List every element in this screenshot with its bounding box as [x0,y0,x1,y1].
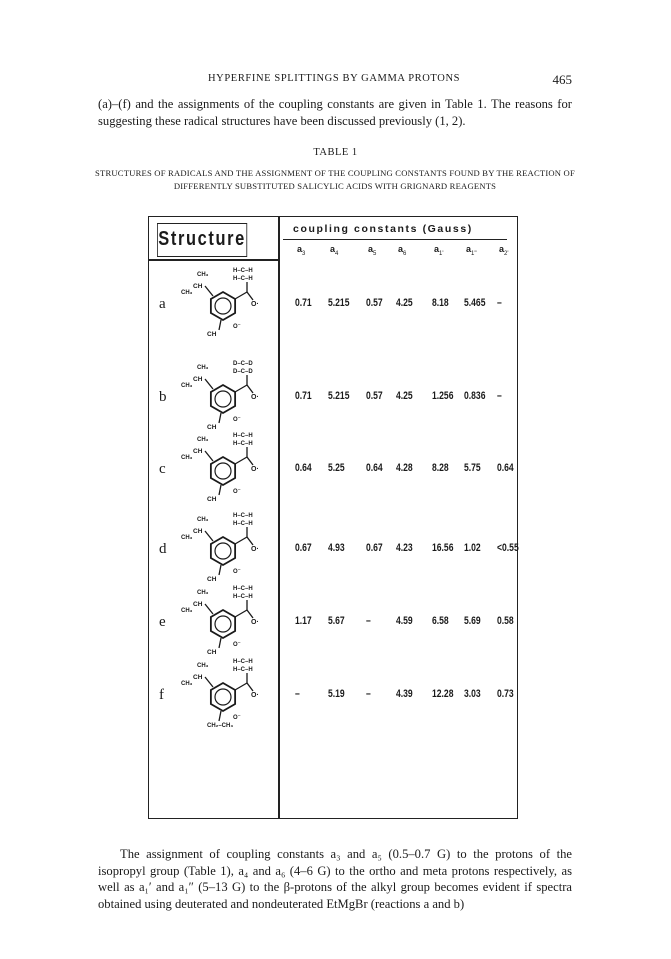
radical-structure-b [171,353,271,433]
coupling-value: 0.71 [295,297,312,309]
position-label-sub: 2' [504,250,509,257]
position-label-sub: 3 [302,250,306,257]
isopropyl-ch-label: CH [207,331,217,338]
coupling-value: 0.71 [295,390,312,402]
coupling-value: 5.465 [464,297,486,309]
ethyl-label: CH₂–CH₃ [207,723,234,729]
position-label-base: a [499,244,505,254]
coupling-value: 5.75 [464,462,481,474]
coupling-value: 1.02 [464,542,481,554]
alkyl-group-label: H–C–H [233,667,253,673]
ring-circle [215,298,231,314]
bond-line [247,537,253,545]
coupling-value: 0.836 [464,390,486,402]
alkyl-group-label: H–C–H [233,276,253,282]
isopropyl-ch-label: CH [207,576,217,583]
methyl-label: CH₃ [181,535,193,541]
oxygen-label: O· [251,619,259,626]
table-label: TABLE 1 [313,147,358,158]
coupling-value: 0.57 [366,297,383,309]
isopropyl-ch-label: CH [193,601,203,608]
ring-circle [215,689,231,705]
row-letter: b [159,389,167,405]
coupling-value: 4.39 [396,688,413,700]
coupling-value: 1.17 [295,615,312,627]
coupling-value: – [497,390,502,402]
bond-line [235,385,247,392]
coupling-value: – [366,688,371,700]
alkyl-group-label: H–C–H [233,433,253,439]
coupling-value: 5.19 [328,688,345,700]
alkyl-group-label: D–C–D [233,369,253,375]
position-label-base: a [330,244,336,254]
coupling-value: 4.25 [396,390,413,402]
oxygen-anion-label: O⁻ [233,715,241,721]
methyl-label: CH₃ [197,365,209,371]
body-paragraph: The assignment of coupling constants a₃ and a₅ (0.5–0.7 G) to the protons of the isopropyl group (Table 1), a₄ and a₆ (4–6 G) to the ortho and meta protons respectively, as well as a₁′ and a₁″ (5–13 G) to the β-protons of the alkyl group becomes evident if spectra obtained using deuterated and nondeuterated EtMgBr (reactions a and b) [98,847,572,911]
row-letter: a [159,296,166,312]
coupling-header-rule [283,239,507,240]
coupling-value: 0.67 [295,542,312,554]
coupling-value: – [295,688,300,700]
coupling-value: <0.55 [497,542,519,554]
alkyl-group-label: H–C–H [233,521,253,527]
methyl-label: CH₃ [197,590,209,596]
isopropyl-ch-label: CH [207,496,217,503]
coupling-value: 4.25 [396,297,413,309]
position-label-sub: 1'' [471,250,477,257]
position-label-sub: 1' [439,250,444,257]
coupling-value: 0.58 [497,615,514,627]
position-label [466,244,477,257]
running-head: HYPERFINE SPLITTINGS BY GAMMA PROTONS [208,73,461,84]
bond-line [205,604,213,614]
methyl-label: CH₃ [181,681,193,687]
position-label [330,244,338,257]
methyl-label: CH₃ [197,517,209,523]
alkyl-group-label: H–C–H [233,268,253,274]
coupling-value: 4.28 [396,462,413,474]
isopropyl-ch-label: CH [193,528,203,535]
position-label [434,244,444,257]
column-divider [278,217,280,818]
coupling-value: – [366,615,371,627]
table-caption: STRUCTURES OF RADICALS AND THE ASSIGNMENT OF THE COUPLING CONSTANTS FOUND BY THE REACTION OF DIFFERENTLY SUBSTITUTED SALICYLIC ACIDS WITH GRIGNARD REAGENTS [95,168,575,191]
alkyl-group-label: H–C–H [233,586,253,592]
bond-line [219,485,221,495]
coupling-value: 5.215 [328,297,350,309]
oxygen-label: O· [251,301,259,308]
coupling-value: 4.93 [328,542,345,554]
bond-line [235,292,247,299]
position-label [398,244,406,257]
ring-circle [215,391,231,407]
bond-line [247,292,253,300]
radical-structure-a [171,260,271,340]
position-label [368,244,376,257]
position-label-sub: 5 [373,250,377,257]
methyl-label: CH₃ [181,383,193,389]
bond-line [219,413,221,423]
table-1 [148,216,518,819]
coupling-value: – [497,297,502,309]
coupling-value: 8.28 [432,462,449,474]
bond-line [219,638,221,648]
ring-circle [215,616,231,632]
intro-paragraph: (a)–(f) and the assignments of the coupling constants are given in Table 1. The reasons for suggesting these radical structures have been discussed previously (1, 2). [98,97,572,128]
alkyl-group-label: H–C–H [233,441,253,447]
methyl-label: CH₃ [197,437,209,443]
coupling-value: 12.28 [432,688,454,700]
position-label-base: a [368,244,374,254]
coupling-value: 0.64 [366,462,383,474]
row-letter: c [159,461,166,477]
coupling-value: 0.73 [497,688,514,700]
isopropyl-ch-label: CH [193,283,203,290]
position-label-base: a [297,244,303,254]
coupling-value: 0.64 [295,462,312,474]
oxygen-label: O· [251,466,259,473]
alkyl-group-label: H–C–H [233,513,253,519]
coupling-value: 5.69 [464,615,481,627]
bond-line [205,531,213,541]
bond-line [219,320,221,330]
bond-line [205,379,213,389]
coupling-value: 16.56 [432,542,454,554]
bond-line [235,683,247,690]
coupling-value: 1.256 [432,390,454,402]
structure-header: Structure [157,223,247,257]
bond-line [205,677,213,687]
bond-line [205,286,213,296]
bond-line [247,385,253,393]
position-label-sub: 6 [403,250,407,257]
alkyl-group-label: H–C–H [233,594,253,600]
isopropyl-ch-label: CH [193,448,203,455]
coupling-value: 5.215 [328,390,350,402]
oxygen-anion-label: O⁻ [233,324,241,330]
methyl-label: CH₃ [181,608,193,614]
position-label-base: a [398,244,404,254]
isopropyl-ch-label: CH [193,376,203,383]
ring-circle [215,463,231,479]
coupling-value: 4.59 [396,615,413,627]
row-letter: d [159,541,167,557]
oxygen-label: O· [251,692,259,699]
bond-line [247,610,253,618]
position-label-sub: 4 [335,250,339,257]
bond-line [235,457,247,464]
bond-line [219,711,221,721]
coupling-value: 6.58 [432,615,449,627]
position-label [499,244,509,257]
bond-line [247,683,253,691]
coupling-header: coupling constants (Gauss) [293,223,473,235]
radical-structure-e [171,578,271,658]
radical-structure-f [171,651,271,731]
coupling-value: 4.23 [396,542,413,554]
page-number: 465 [552,72,572,87]
ring-circle [215,543,231,559]
coupling-value: 3.03 [464,688,481,700]
position-label [297,244,305,257]
oxygen-anion-label: O⁻ [233,489,241,495]
position-label-base: a [434,244,440,254]
methyl-label: CH₃ [197,272,209,278]
coupling-value: 0.64 [497,462,514,474]
bond-line [235,610,247,617]
oxygen-anion-label: O⁻ [233,569,241,575]
coupling-value: 8.18 [432,297,449,309]
alkyl-group-label: D–C–D [233,361,253,367]
methyl-label: CH₃ [181,290,193,296]
coupling-value: 0.67 [366,542,383,554]
radical-structure-c [171,425,271,505]
oxygen-label: O· [251,546,259,553]
row-letter: f [159,687,164,703]
bond-line [219,565,221,575]
coupling-value: 0.57 [366,390,383,402]
bond-line [205,451,213,461]
running-header [98,73,572,89]
position-label-base: a [466,244,472,254]
isopropyl-ch-label: CH [207,424,217,431]
oxygen-label: O· [251,394,259,401]
isopropyl-ch-label: CH [193,674,203,681]
radical-structure-d [171,505,271,585]
oxygen-anion-label: O⁻ [233,642,241,648]
oxygen-anion-label: O⁻ [233,417,241,423]
bond-line [235,537,247,544]
isopropyl-ch-label: CH [207,649,217,656]
bond-line [247,457,253,465]
alkyl-group-label: H–C–H [233,659,253,665]
coupling-value: 5.25 [328,462,345,474]
methyl-label: CH₃ [181,455,193,461]
row-letter: e [159,614,166,630]
methyl-label: CH₃ [197,663,209,669]
coupling-value: 5.67 [328,615,345,627]
